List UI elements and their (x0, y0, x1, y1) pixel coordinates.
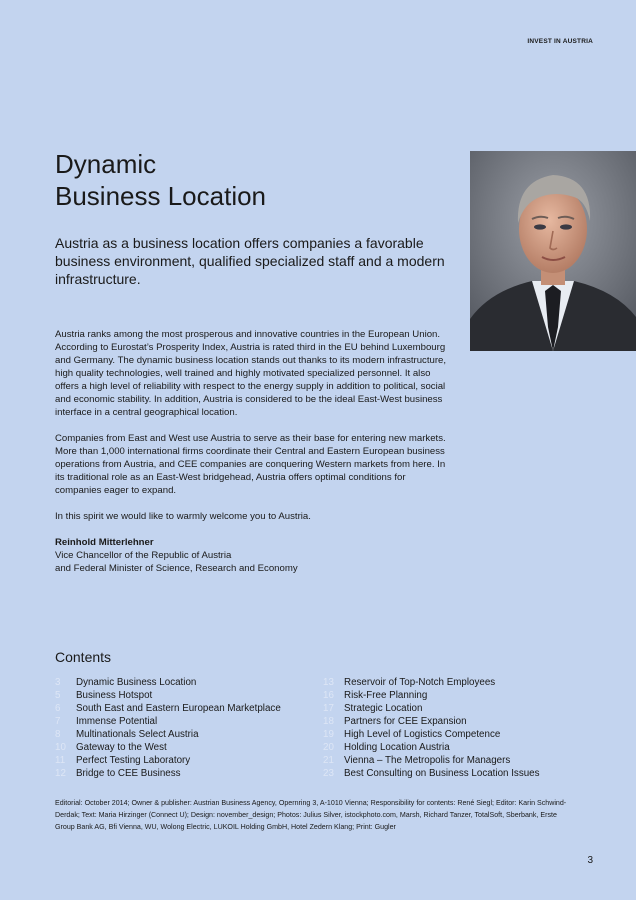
contents-label: Multinationals Select Austria (76, 729, 199, 740)
contents-item[interactable] (323, 728, 540, 741)
contents-item[interactable] (55, 728, 281, 741)
body-paragraph-1: Austria ranks among the most prosperous and innovative countries in the European Union. According to Eurostat’s Prosperity Index, Austria is rated third in the EU behind Luxembourg and Germany. The dynamic business location stands out thanks to its modern infrastructure, high quality technologies, well trained and highly motivated specialized personnel. It also offers a high level of reliability with respect to the energy supply in addition to political, social and economic stability. In addition, Austria is considered to be the ideal East-West business interface in a central geographical location. (55, 329, 447, 418)
contents-item[interactable] (323, 676, 540, 689)
contents-item[interactable] (323, 715, 540, 728)
title-line-1: Dynamic (55, 149, 157, 179)
contents-page-number: 5 (55, 690, 61, 701)
header-label: INVEST IN AUSTRIA (527, 38, 593, 45)
contents-item[interactable] (55, 741, 281, 754)
page-title (55, 148, 435, 212)
contents-label: Perfect Testing Laboratory (76, 755, 191, 766)
contents-page-number: 3 (55, 677, 61, 688)
contents-page-number: 16 (323, 690, 334, 701)
contents-page-number: 10 (55, 742, 66, 753)
contents-page-number: 21 (323, 755, 334, 766)
contents-page-number: 18 (323, 716, 334, 727)
contents-label: Bridge to CEE Business (76, 768, 181, 779)
contents-item[interactable] (323, 767, 540, 780)
body-paragraph-2: Companies from East and West use Austria to serve as their base for entering new markets. More than 1,000 international firms coordinate their Central and Eastern European business operations from Austria, and CEE companies are conquering Western markets from here. In its traditional role as an East-West bridgehead, Austria offers optimal conditions for companies eager to expand. (55, 433, 446, 496)
signature-name: Reinhold Mitterlehner (55, 537, 154, 548)
body-text (55, 328, 450, 588)
contents-label: Business Hotspot (76, 690, 153, 701)
contents-page-number: 23 (323, 768, 334, 779)
contents-label: Gateway to the West (76, 742, 167, 753)
title-line-2: Business Location (55, 181, 267, 211)
portrait-photo (470, 151, 636, 351)
lead-paragraph: Austria as a business location offers companies a favorable business environment, qualified specialized staff and a modern infrastructure. (55, 235, 445, 287)
contents-item[interactable] (55, 676, 281, 689)
contents-item[interactable] (323, 689, 540, 702)
contents-page-number: 6 (55, 703, 61, 714)
signature (55, 536, 450, 575)
contents-page-number: 8 (55, 729, 61, 740)
contents-label: Best Consulting on Business Location Issues (344, 768, 540, 779)
contents-list-left (55, 676, 281, 780)
signature-title-2: and Federal Minister of Science, Research and Economy (55, 563, 298, 574)
signature-title-1: Vice Chancellor of the Republic of Austria (55, 550, 232, 561)
page-number: 3 (587, 855, 593, 866)
contents-label: Holding Location Austria (344, 742, 450, 753)
contents-page-number: 7 (55, 716, 61, 727)
contents-item[interactable] (55, 754, 281, 767)
contents-title: Contents (55, 649, 112, 665)
contents-item[interactable] (323, 754, 540, 767)
imprint: Editorial: October 2014; Owner & publisher: Austrian Business Agency, Opernring 3, A-1010 Vienna; Responsibility for contents: René Siegl; Editor: Karin Schwind-Derdak; Text: Maria Hirzinger (Connect U); Design: november_design; Photos: Julius Silver, istockphoto.com, Marsh, Richard Tanzer, TotalSoft, Sberbank, Erste Group Bank AG, Bfi Vienna, WU, Wolong Electric, LUKOIL Holding GmbH, Hotel Zedern Klang; Print: Gugler (55, 799, 567, 831)
contents-label: Strategic Location (344, 703, 423, 714)
contents-item[interactable] (55, 767, 281, 780)
contents-label: Immense Potential (76, 716, 158, 727)
contents-item[interactable] (55, 689, 281, 702)
contents-page-number: 20 (323, 742, 334, 753)
contents-page-number: 12 (55, 768, 66, 779)
contents-list-right (323, 676, 540, 780)
contents-page-number: 17 (323, 703, 334, 714)
contents-label: Dynamic Business Location (76, 677, 197, 688)
contents-item[interactable] (323, 702, 540, 715)
contents-label: Partners for CEE Expansion (344, 716, 467, 727)
body-paragraph-3: In this spirit we would like to warmly welcome you to Austria. (55, 511, 311, 522)
portrait-illustration (470, 151, 636, 351)
contents-label: Risk-Free Planning (344, 690, 428, 701)
contents-label: High Level of Logistics Competence (344, 729, 501, 740)
contents-item[interactable] (55, 702, 281, 715)
contents-label: Reservoir of Top-Notch Employees (344, 677, 496, 688)
contents-page-number: 19 (323, 729, 334, 740)
contents-item[interactable] (55, 715, 281, 728)
contents-label: South East and Eastern European Marketplace (76, 703, 281, 714)
contents-item[interactable] (323, 741, 540, 754)
contents-page-number: 11 (55, 755, 66, 766)
contents-page-number: 13 (323, 677, 334, 688)
contents-label: Vienna – The Metropolis for Managers (344, 755, 511, 766)
